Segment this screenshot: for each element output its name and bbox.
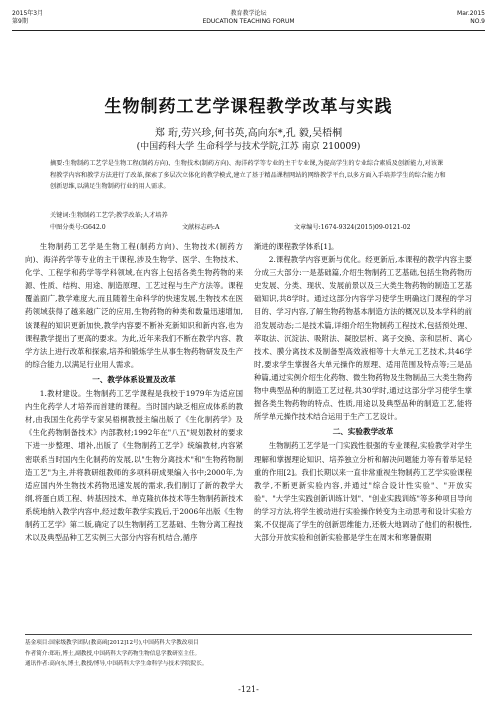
author-list: 郑 珩,劳兴珍,何书英,高向东*,孔 毅,吴梧桐	[154, 128, 343, 139]
experiment-paragraph: 生物制药工艺学是一门实践性很强的专业课程,实验教学对学生理解和掌握理论知识、培养独立分析和解决问题能力等有着举足轻重的作用[2]。我们长期以来一直非常重视生物制药工艺学实验课程教学,不断更新实验内容,并通过"综合设计性实验"、"开放实验"、"大学生实践创新训练计划"、"创业实践训练"等多种项目导向的学习方法,将学生被动进行实验操作转变为主动思考和设计实验方案,不仅提高了学生的创新思维能力,还极大地调动了他们的积极性,大部分开放实验和创新实验都是学生在周末和寒暑假期	[254, 441, 472, 543]
keywords: 关键词:生物制药工艺学;教学改革;人才培养	[50, 212, 168, 219]
footnotes	[25, 634, 472, 670]
right-column	[254, 240, 472, 544]
page-number: -121-	[238, 685, 259, 694]
classification-line	[50, 222, 447, 231]
clc-number: 中图分类号:G642.0	[50, 224, 106, 231]
affiliation: (中国药科大学 生命科学与技术学院,江苏 南京 210009)	[136, 142, 361, 152]
article-number: 文章编号:1674-9324(2015)09-0121-02	[293, 224, 411, 231]
header-center: 教育教学论坛 EDUCATION TEACHING FORUM	[202, 10, 295, 25]
footnote-funding: 基金项目:国家级教学团队(教高函[2012]12号),中国药科大学教改项目	[25, 640, 199, 646]
paper-title: 生物制药工艺学课程教学改革与实践	[104, 97, 393, 117]
header-left: 2015年3月 第9期	[12, 10, 44, 25]
content-paragraph: 2.课程教学内容更新与优化。经更新后,本课程的教学内容主要分成三大部分:一是基础篇,介绍生物制药工艺基础,包括生物药物历史发展、分类、现状、发展前景以及三大类生物药物的制造工艺基础知识,共8学时。通过这部分内容学习使学生明确这门课程的学习目的、学习内容,了解生物药物基本制造方法的概况以及本学科的前沿发展动态;二是技术篇,详细介绍生物制药工程技术,包括预处理、萃取法、沉淀法、吸附法、凝胶层析、离子交换、亲和层析、离心技术、膜分离技术及制备型高效液相等十大单元工艺技术,共46学时,要求学生掌握各大单元操作的原理、适用范围及特点等;三是品种篇,通过实例介绍生化药物、微生物药物及生物制品三大类生物药物中典型品种的制造工艺过程,共30学时,通过这部分学习使学生掌握各类生物药物的特点、性质,用途以及典型品种的制造工艺,能将所学单元操作技术结合运用于生产工艺设计。	[254, 255, 472, 422]
continuation-paragraph: 渐进的课程教学体系[1]。	[254, 242, 339, 251]
doc-code: 文献标志码:A	[181, 224, 220, 231]
intro-paragraph: 生物制药工艺学是生物工程(制药方向)、生物技术(制药方向)、海洋药学等专业的主干课程,涉及生物学、医学、生物技术、化学、工程学和药学等学科领域,在内容上包括各类生物药物的来源、性质、结构、用途、制造原理、工艺过程与生产方法等。课程覆盖面广,教学难度大,而且随着生命科学的快速发展,生物技术在医药领域获得了越来越广泛的应用,生物药物的种类和数量迅速增加,该课程的知识更新加快,教学内容要不断补充新知识和新内容,也为课程教学提出了更高的要求。为此,近年来我们不断在教学内容、教学方法上进行改革和探索,培养和锻炼学生从事生物药物研发及生产的综合能力,以满足行业用人需求。	[25, 242, 243, 369]
section-heading-1: 一、教学体系设置及改革	[92, 374, 176, 384]
header-right: Mar.2015 NO.9	[457, 10, 485, 25]
left-column	[25, 240, 243, 544]
header-rule	[12, 30, 485, 31]
textbook-paragraph: 1.教材建设。生物制药工艺学课程是我校于1979年为适应国内生化药学人才培养而首建的课程。当时国内缺乏相应成体系的教材,由我国生化药学专家吴梧桐教授主编出版了《生化制药学》及《生化药物制备技术》内部教材;1992年在"八五"规划教材的要求下进一步整理、增补,出版了《生物制药工艺学》统编教材,内容紧密联系当时国内生化制药的发展,以"生物分离技术"和"生物药物制造工艺"为主,并将教研组教师的多项科研成果编入书中;2000年,为适应国内外生物技术药物迅速发展的需求,我们制订了新的教学大纲,将蛋白质工程、转基因技术、单克隆抗体技术等生物制药新技术系统地纳入教学内容中,经过数年教学实践后,于2006年出版《生物制药工艺学》第二版,确定了以生物制药工艺基础、生物分离工程技术以及典型品种工艺实例三大部分内容有机结合,循序	[25, 389, 243, 543]
running-header	[12, 10, 485, 32]
footnote-corresponding: 通讯作者:高向东,博士,教授/博导,中国药科大学生命科学与技术学院院长。	[25, 661, 208, 667]
footnote-author: 作者简介:郑珩,博士,副教授,中国药科大学药物生物信息学教研室主任。	[25, 650, 201, 657]
abstract: 摘要:生物制药工艺学是生物工程(制药方向)、生物技术(制药方向)、海洋药学等专业的主干专业课,为提高学生的专业综合素质及创新能力,对该课程教学内容和教学方法进行了改革,探索了多层次立体化的教学模式,建立了基于精品课程网站的网络教学平台,以多方面入手培养学生的综合能力和创新思维,以满足生物制药行业的用人需求。	[50, 160, 446, 190]
section-heading-2: 二、实验教学改革	[332, 427, 394, 437]
